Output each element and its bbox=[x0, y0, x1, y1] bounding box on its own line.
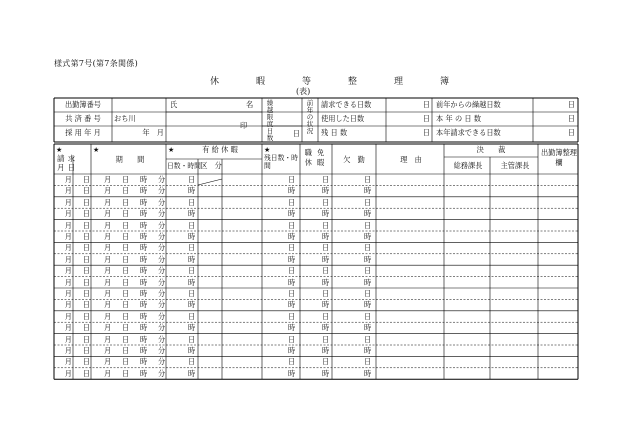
row-exempt-unit: 日 bbox=[322, 220, 330, 230]
row-day-unit: 日 bbox=[82, 197, 90, 207]
this-year-days-label: 本 年 の 日 数 bbox=[436, 114, 482, 123]
row-absence-unit: 日 bbox=[364, 243, 372, 253]
row-period-unit: 分 bbox=[158, 175, 166, 184]
row-absence-unit: 日 bbox=[364, 266, 372, 276]
row-paid-unit: 時 bbox=[188, 254, 196, 264]
row-month-unit: 月 bbox=[64, 277, 72, 287]
row-period-unit: 日 bbox=[122, 311, 130, 321]
row-day-unit: 日 bbox=[82, 346, 90, 355]
row-day-unit: 日 bbox=[82, 186, 90, 196]
row-month-unit: 月 bbox=[64, 334, 72, 344]
row-day-unit: 日 bbox=[82, 175, 90, 184]
row-period-unit: 日 bbox=[122, 266, 130, 276]
mutual-aid-no-label: 共 済 番 号 bbox=[65, 114, 101, 123]
row-period-unit: 日 bbox=[122, 323, 130, 333]
row-month-unit: 月 bbox=[64, 357, 72, 367]
row-day-unit: 日 bbox=[82, 243, 90, 253]
row-exempt-unit: 日 bbox=[322, 357, 330, 367]
row-period-unit: 月 bbox=[104, 175, 112, 184]
row-period-unit: 月 bbox=[104, 277, 112, 287]
row-period-unit: 日 bbox=[122, 289, 130, 298]
row-period-unit: 時 bbox=[140, 186, 148, 196]
row-period-unit: 月 bbox=[104, 220, 112, 230]
row-day-unit: 日 bbox=[82, 209, 90, 219]
row-remaining-unit: 時 bbox=[288, 254, 296, 264]
row-paid-unit: 時 bbox=[188, 346, 196, 355]
row-exempt-unit: 日 bbox=[322, 311, 330, 321]
row-exempt-unit: 時 bbox=[322, 346, 330, 355]
row-paid-unit: 日 bbox=[188, 197, 196, 207]
row-month-unit: 月 bbox=[64, 368, 72, 378]
row-period-unit: 日 bbox=[122, 346, 130, 355]
row-period-unit: 時 bbox=[140, 232, 148, 241]
row-period-unit: 月 bbox=[104, 346, 112, 355]
row-period-unit: 分 bbox=[158, 197, 166, 207]
row-paid-unit: 時 bbox=[188, 277, 196, 287]
row-paid-unit: 日 bbox=[188, 311, 196, 321]
row-paid-unit: 時 bbox=[188, 300, 196, 310]
row-period-unit: 日 bbox=[122, 220, 130, 230]
day-unit: 日 bbox=[567, 114, 575, 123]
row-absence-unit: 時 bbox=[364, 368, 372, 378]
day-unit: 日 bbox=[567, 128, 575, 137]
row-exempt-unit: 日 bbox=[322, 266, 330, 276]
row-period-unit: 日 bbox=[122, 209, 130, 219]
row-month-unit: 月 bbox=[64, 209, 72, 219]
row-period-unit: 月 bbox=[104, 300, 112, 310]
row-period-unit: 分 bbox=[158, 243, 166, 253]
row-paid-unit: 日 bbox=[188, 357, 196, 367]
row-remaining-unit: 日 bbox=[288, 175, 296, 184]
row-exempt-unit: 日 bbox=[322, 289, 330, 298]
row-period-unit: 分 bbox=[158, 277, 166, 287]
remaining-days-label: 残 日 数 bbox=[321, 128, 348, 137]
row-exempt-unit: 日 bbox=[322, 197, 330, 207]
row-period-unit: 月 bbox=[104, 186, 112, 196]
row-period-unit: 分 bbox=[158, 232, 166, 241]
row-period-unit: 月 bbox=[104, 266, 112, 276]
row-remaining-unit: 時 bbox=[288, 232, 296, 241]
row-period-unit: 時 bbox=[140, 289, 148, 298]
row-paid-unit: 時 bbox=[188, 232, 196, 241]
request-date-header: 請求月日 bbox=[57, 154, 79, 172]
row-exempt-unit: 日 bbox=[322, 175, 330, 184]
row-remaining-unit: 時 bbox=[288, 300, 296, 310]
general-chief-header: 総務課長 bbox=[453, 161, 483, 170]
row-period-unit: 時 bbox=[140, 300, 148, 310]
period-star: ★ bbox=[93, 145, 100, 154]
row-period-unit: 日 bbox=[122, 232, 130, 241]
day-unit: 日 bbox=[422, 114, 430, 123]
row-period-unit: 月 bbox=[104, 254, 112, 264]
row-period-unit: 日 bbox=[122, 277, 130, 287]
row-exempt-unit: 時 bbox=[322, 368, 330, 378]
row-absence-unit: 時 bbox=[364, 300, 372, 310]
row-paid-unit: 時 bbox=[188, 368, 196, 378]
row-month-unit: 月 bbox=[64, 220, 72, 230]
row-day-unit: 日 bbox=[82, 334, 90, 344]
row-day-unit: 日 bbox=[82, 311, 90, 321]
row-period-unit: 日 bbox=[122, 243, 130, 253]
title-char: 理 bbox=[394, 77, 404, 87]
row-paid-unit: 日 bbox=[188, 334, 196, 344]
row-absence-unit: 日 bbox=[364, 289, 372, 298]
row-month-unit: 月 bbox=[64, 300, 72, 310]
category-header: 区 分 bbox=[200, 161, 222, 170]
row-period-unit: 日 bbox=[122, 368, 130, 378]
title-char: 休 bbox=[210, 77, 220, 87]
row-paid-unit: 日 bbox=[188, 220, 196, 230]
row-period-unit: 時 bbox=[140, 220, 148, 230]
row-paid-unit: 時 bbox=[188, 209, 196, 219]
paid-star: ★ bbox=[168, 145, 175, 154]
row-exempt-unit: 時 bbox=[322, 323, 330, 333]
row-remaining-unit: 日 bbox=[288, 357, 296, 367]
row-period-unit: 日 bbox=[122, 254, 130, 264]
row-period-unit: 日 bbox=[122, 197, 130, 207]
row-absence-unit: 日 bbox=[364, 334, 372, 344]
row-remaining-unit: 日 bbox=[288, 197, 296, 207]
day-unit: 日 bbox=[567, 100, 575, 109]
row-period-unit: 月 bbox=[104, 368, 112, 378]
seal-mark: 印 bbox=[240, 121, 248, 130]
row-paid-unit: 日 bbox=[188, 175, 196, 184]
prev-year-status-label: 前年の状況 bbox=[306, 99, 314, 135]
row-period-unit: 時 bbox=[140, 323, 148, 333]
category-tick bbox=[198, 179, 222, 185]
row-period-unit: 分 bbox=[158, 357, 166, 367]
this-year-request-label: 本年請求できる日数 bbox=[436, 128, 501, 137]
row-period-unit: 時 bbox=[140, 197, 148, 207]
row-period-unit: 分 bbox=[158, 209, 166, 219]
row-day-unit: 日 bbox=[82, 220, 90, 230]
row-period-unit: 日 bbox=[122, 300, 130, 310]
row-absence-unit: 日 bbox=[364, 175, 372, 184]
row-period-unit: 日 bbox=[122, 334, 130, 344]
row-month-unit: 月 bbox=[64, 289, 72, 298]
row-exempt-unit: 時 bbox=[322, 254, 330, 264]
row-month-unit: 月 bbox=[64, 254, 72, 264]
row-period-unit: 分 bbox=[158, 289, 166, 298]
row-period-unit: 分 bbox=[158, 323, 166, 333]
exempt-header: 職免休暇 bbox=[304, 148, 330, 167]
row-period-unit: 月 bbox=[104, 323, 112, 333]
remaining-star: ★ bbox=[264, 145, 271, 154]
row-absence-unit: 日 bbox=[364, 220, 372, 230]
row-month-unit: 月 bbox=[64, 266, 72, 276]
row-absence-unit: 時 bbox=[364, 254, 372, 264]
row-period-unit: 時 bbox=[140, 243, 148, 253]
row-month-unit: 月 bbox=[64, 186, 72, 196]
carryover-limit-label: 繰越限度日数 bbox=[266, 99, 274, 142]
row-period-unit: 日 bbox=[122, 357, 130, 367]
row-period-unit: 分 bbox=[158, 266, 166, 276]
row-absence-unit: 時 bbox=[364, 232, 372, 241]
row-period-unit: 分 bbox=[158, 346, 166, 355]
row-period-unit: 分 bbox=[158, 220, 166, 230]
hire-date-label: 採 用 年 月 bbox=[65, 128, 101, 137]
row-paid-unit: 時 bbox=[188, 186, 196, 196]
period-header: 期 間 bbox=[115, 155, 145, 164]
row-paid-unit: 日 bbox=[188, 289, 196, 298]
row-day-unit: 日 bbox=[82, 254, 90, 264]
row-day-unit: 日 bbox=[82, 232, 90, 241]
row-remaining-unit: 時 bbox=[288, 186, 296, 196]
request-star: ★ bbox=[56, 145, 63, 154]
reason-header: 理 由 bbox=[400, 155, 422, 164]
used-days-label: 使用した日数 bbox=[321, 114, 365, 123]
hire-date-value: 年 月 bbox=[142, 128, 164, 137]
row-month-unit: 月 bbox=[64, 197, 72, 207]
title-char: 簿 bbox=[440, 77, 450, 87]
row-paid-unit: 日 bbox=[188, 243, 196, 253]
row-exempt-unit: 日 bbox=[322, 243, 330, 253]
row-period-unit: 日 bbox=[122, 175, 130, 184]
day-unit: 日 bbox=[422, 128, 430, 137]
row-absence-unit: 時 bbox=[364, 323, 372, 333]
row-period-unit: 分 bbox=[158, 311, 166, 321]
row-period-unit: 分 bbox=[158, 254, 166, 264]
row-period-unit: 時 bbox=[140, 357, 148, 367]
row-period-unit: 月 bbox=[104, 311, 112, 321]
row-period-unit: 月 bbox=[104, 197, 112, 207]
row-day-unit: 日 bbox=[82, 323, 90, 333]
row-period-unit: 月 bbox=[104, 232, 112, 241]
title-char: 暇 bbox=[256, 77, 266, 87]
row-period-unit: 時 bbox=[140, 175, 148, 184]
row-period-unit: 時 bbox=[140, 334, 148, 344]
attendance-col-header: 出勤簿整理欄 bbox=[541, 148, 577, 167]
form-subtitle: (表) bbox=[296, 87, 311, 96]
row-remaining-unit: 日 bbox=[288, 311, 296, 321]
row-remaining-unit: 時 bbox=[288, 277, 296, 287]
manager-chief-header: 主管課長 bbox=[500, 161, 530, 170]
row-remaining-unit: 日 bbox=[288, 243, 296, 253]
row-period-unit: 分 bbox=[158, 334, 166, 344]
carryover-day-unit: 日 bbox=[292, 129, 300, 138]
row-paid-unit: 日 bbox=[188, 266, 196, 276]
carry-from-prev-label: 前年からの繰越日数 bbox=[436, 100, 501, 109]
decision-header: 決 裁 bbox=[476, 145, 506, 154]
row-paid-unit: 時 bbox=[188, 323, 196, 333]
remaining-header: 残日数・時間 bbox=[264, 154, 298, 170]
row-period-unit: 分 bbox=[158, 368, 166, 378]
row-absence-unit: 日 bbox=[364, 197, 372, 207]
row-remaining-unit: 日 bbox=[288, 266, 296, 276]
row-month-unit: 月 bbox=[64, 311, 72, 321]
row-day-unit: 日 bbox=[82, 277, 90, 287]
row-period-unit: 月 bbox=[104, 243, 112, 253]
row-period-unit: 時 bbox=[140, 209, 148, 219]
row-day-unit: 日 bbox=[82, 368, 90, 378]
row-remaining-unit: 時 bbox=[288, 209, 296, 219]
row-day-unit: 日 bbox=[82, 289, 90, 298]
form-number: 様式第7号(第7条関係) bbox=[54, 59, 139, 68]
absence-header: 欠 勤 bbox=[343, 155, 365, 164]
row-exempt-unit: 時 bbox=[322, 277, 330, 287]
title-char: 等 bbox=[302, 77, 312, 87]
day-unit: 日 bbox=[422, 100, 430, 109]
row-remaining-unit: 日 bbox=[288, 220, 296, 230]
row-period-unit: 分 bbox=[158, 186, 166, 196]
row-period-unit: 時 bbox=[140, 368, 148, 378]
row-remaining-unit: 日 bbox=[288, 289, 296, 298]
paid-leave-header: 有 給 休 暇 bbox=[202, 145, 238, 154]
row-month-unit: 月 bbox=[64, 346, 72, 355]
row-period-unit: 月 bbox=[104, 334, 112, 344]
name-suffix: 名 bbox=[246, 100, 254, 109]
row-absence-unit: 時 bbox=[364, 346, 372, 355]
mutual-aid-no-value: おち川 bbox=[114, 114, 136, 123]
row-period-unit: 時 bbox=[140, 346, 148, 355]
row-exempt-unit: 時 bbox=[322, 186, 330, 196]
row-day-unit: 日 bbox=[82, 266, 90, 276]
row-month-unit: 月 bbox=[64, 232, 72, 241]
row-remaining-unit: 日 bbox=[288, 334, 296, 344]
row-period-unit: 時 bbox=[140, 311, 148, 321]
row-absence-unit: 時 bbox=[364, 209, 372, 219]
row-month-unit: 月 bbox=[64, 243, 72, 253]
requestable-days-label: 請求できる日数 bbox=[321, 100, 372, 109]
row-day-unit: 日 bbox=[82, 357, 90, 367]
row-day-unit: 日 bbox=[82, 300, 90, 310]
row-period-unit: 日 bbox=[122, 186, 130, 196]
row-period-unit: 時 bbox=[140, 266, 148, 276]
row-period-unit: 時 bbox=[140, 254, 148, 264]
row-remaining-unit: 時 bbox=[288, 323, 296, 333]
row-month-unit: 月 bbox=[64, 323, 72, 333]
title-char: 整 bbox=[348, 77, 358, 87]
row-month-unit: 月 bbox=[64, 175, 72, 184]
row-absence-unit: 日 bbox=[364, 311, 372, 321]
attendance-no-label: 出勤簿番号 bbox=[65, 100, 101, 109]
row-period-unit: 月 bbox=[104, 209, 112, 219]
name-label: 氏 bbox=[170, 100, 178, 109]
row-exempt-unit: 時 bbox=[322, 232, 330, 241]
row-absence-unit: 時 bbox=[364, 186, 372, 196]
row-exempt-unit: 時 bbox=[322, 209, 330, 219]
row-period-unit: 分 bbox=[158, 300, 166, 310]
row-remaining-unit: 時 bbox=[288, 346, 296, 355]
row-remaining-unit: 時 bbox=[288, 368, 296, 378]
row-exempt-unit: 時 bbox=[322, 300, 330, 310]
row-period-unit: 時 bbox=[140, 277, 148, 287]
row-period-unit: 月 bbox=[104, 357, 112, 367]
row-absence-unit: 時 bbox=[364, 277, 372, 287]
row-absence-unit: 日 bbox=[364, 357, 372, 367]
days-hours-header: 日数・時間 bbox=[167, 162, 201, 170]
row-period-unit: 月 bbox=[104, 289, 112, 298]
row-exempt-unit: 日 bbox=[322, 334, 330, 344]
